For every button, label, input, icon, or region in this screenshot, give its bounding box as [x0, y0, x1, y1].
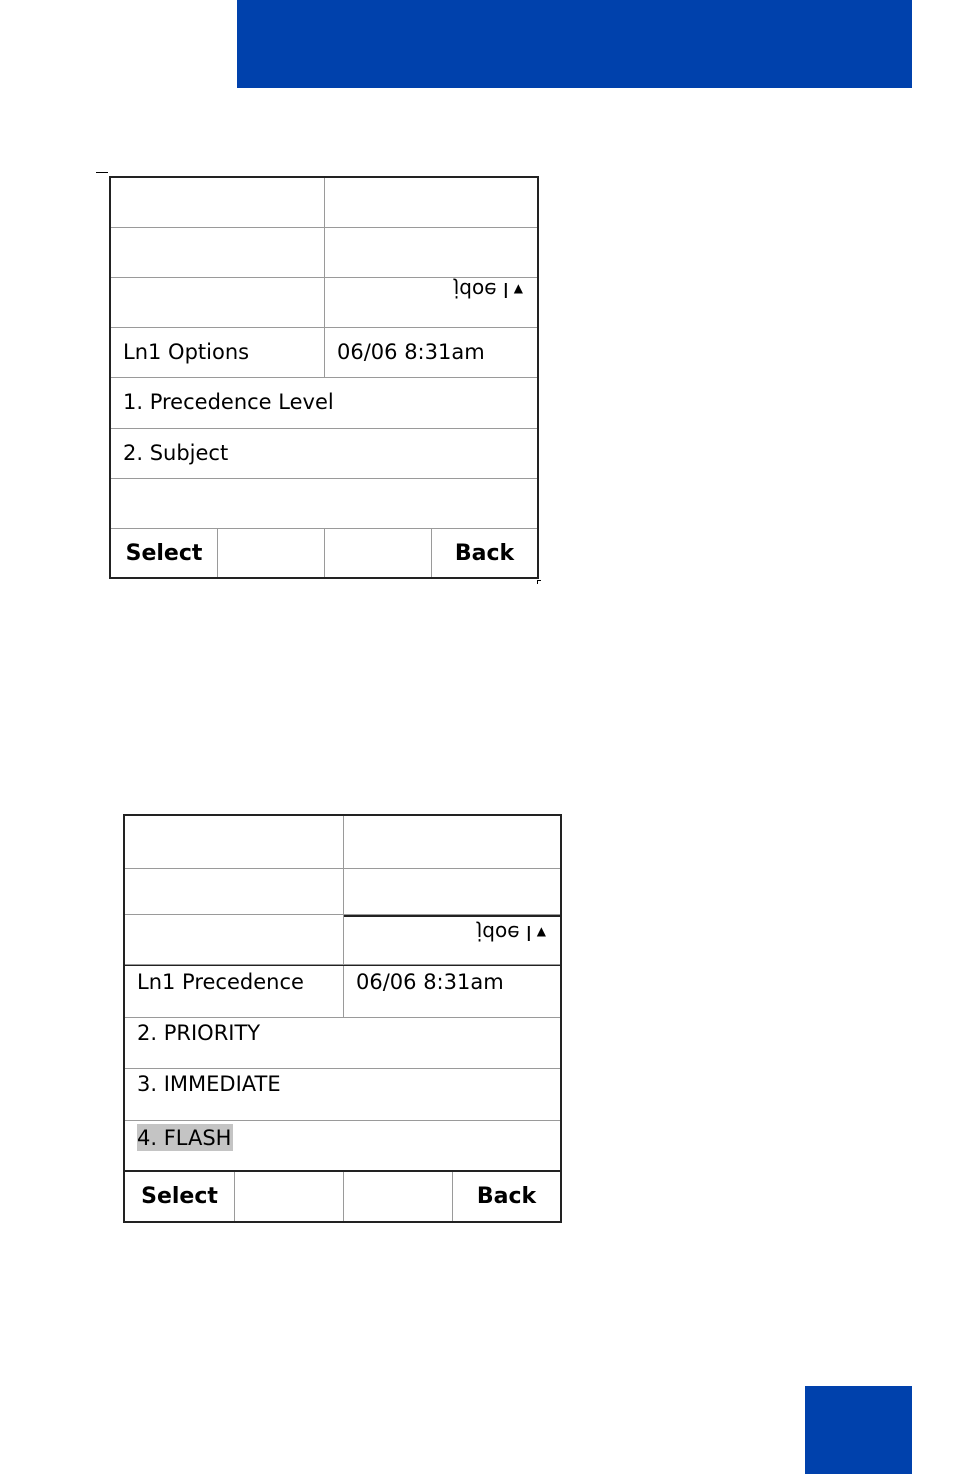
blank-row — [111, 228, 537, 278]
back-softkey[interactable]: Back — [476, 1184, 537, 1209]
status-row — [111, 278, 537, 328]
up-triangle-icon: ▲ — [513, 281, 523, 295]
user-indicator — [454, 280, 523, 300]
menu-item-selected[interactable] — [125, 1121, 560, 1172]
selected-menu-item-label: 4. FLASH — [137, 1126, 232, 1150]
softkey-3[interactable] — [344, 1172, 453, 1221]
user-name: jdoe I — [453, 278, 509, 302]
phone-screen-options — [109, 176, 539, 579]
user-name: jdoe I — [476, 921, 532, 945]
menu-item[interactable] — [111, 378, 537, 429]
blank-row — [111, 479, 537, 529]
softkey-2[interactable] — [218, 529, 325, 577]
menu-item[interactable] — [125, 1018, 560, 1069]
menu-item-label: 3. IMMEDIATE — [137, 1072, 281, 1096]
user-indicator — [477, 923, 546, 943]
corner-mark — [537, 580, 538, 584]
menu-item-label: 2. Subject — [123, 441, 229, 465]
softkey-bar — [125, 1172, 560, 1221]
status-row — [125, 915, 560, 965]
menu-item-label: 1. Precedence Level — [123, 390, 334, 414]
date-time: 06/06 8:31am — [356, 970, 504, 994]
up-triangle-icon: ▲ — [536, 924, 546, 938]
softkey-2[interactable] — [235, 1172, 344, 1221]
date-time: 06/06 8:31am — [337, 340, 485, 364]
blank-row — [111, 178, 537, 228]
menu-item-label: 2. PRIORITY — [137, 1021, 261, 1045]
softkey-bar — [111, 529, 537, 577]
header-row — [111, 328, 537, 378]
back-softkey[interactable]: Back — [454, 540, 515, 566]
page-tab — [805, 1386, 912, 1474]
select-softkey[interactable]: Select — [111, 529, 218, 577]
corner-mark — [96, 172, 108, 173]
screen-title: Ln1 Precedence — [137, 970, 304, 994]
phone-screen-precedence — [123, 814, 562, 1223]
menu-item[interactable] — [111, 429, 537, 479]
screen-title: Ln1 Options — [123, 340, 250, 364]
header-bar — [237, 0, 912, 88]
softkey-3[interactable] — [325, 529, 432, 577]
blank-row — [125, 869, 560, 915]
select-softkey[interactable]: Select — [125, 1172, 235, 1221]
header-row — [125, 965, 560, 1018]
blank-row — [125, 816, 560, 869]
menu-item[interactable] — [125, 1069, 560, 1121]
